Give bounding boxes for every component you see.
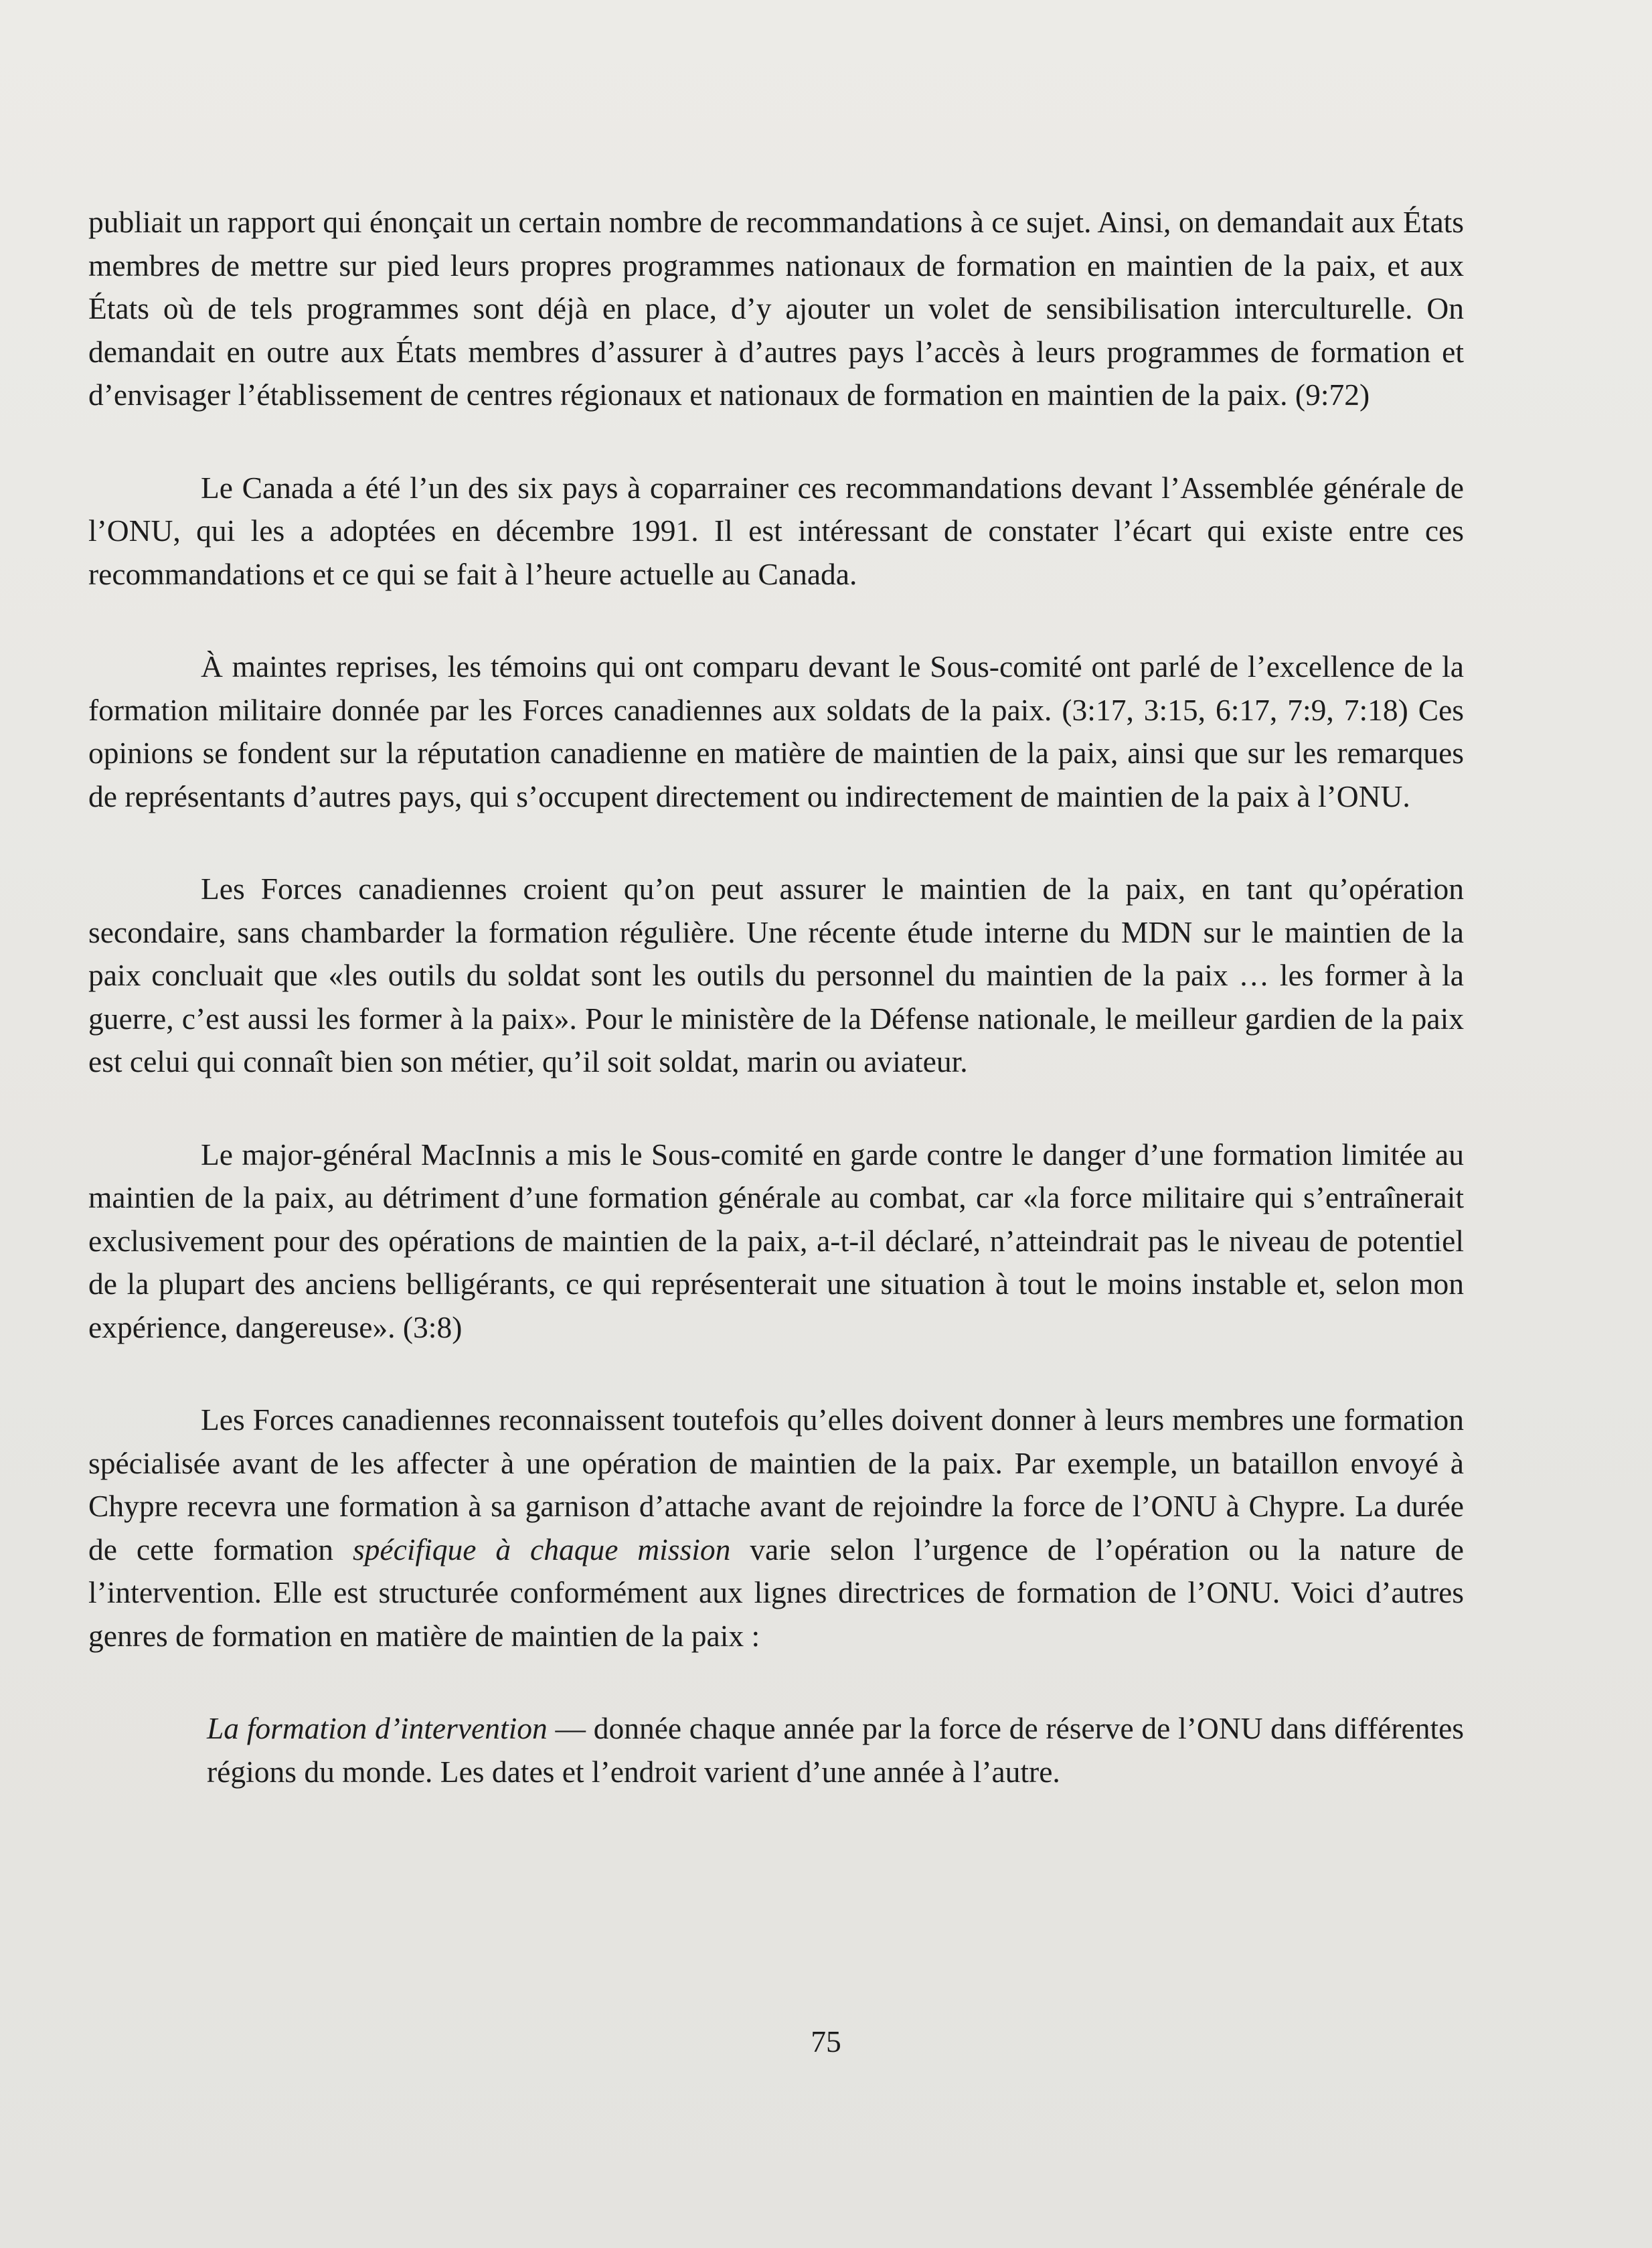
paragraph-specialized-training <box>88 1398 1464 1658</box>
paragraph-text-part-2: varie selon l’urgence de l’opération ou la nature de l’intervention. Elle est structurée conformément aux lignes directrices de formation de l’ONU. Voici d’autres genres de formation en matière de maintien de la paix : <box>88 1532 1464 1653</box>
paragraph-macinnis-warning: Le major-général MacInnis a mis le Sous-comité en garde contre le danger d’une formation limitée au maintien de la paix, au détriment d’une formation générale au combat, car «la force militaire qui s’entraînerait exclusivement pour des opérations de maintien de la paix, a-t-il déclaré, n’atteindrait pas le niveau de potentiel de la plupart des anciens belligérants, ce qui représenterait une situation à tout le moins instable et, selon mon expérience, dangereuse». (3:8) <box>88 1137 1464 1344</box>
paragraph-recommendations: publiait un rapport qui énonçait un certain nombre de recommandations à ce sujet. Ainsi, on demandait aux États membres de mettre sur pied leurs propres programmes nationaux de formation en maintien de la paix, et aux États où de tels programmes sont déjà en place, d’y ajouter un volet de sensibilisation interculturelle. On demandait en outre aux États membres d’assurer à d’autres pays l’accès à leurs programmes de formation et d’envisager l’établissement de centres régionaux et nationaux de formation en maintien de la paix. (9:72) <box>88 205 1464 412</box>
page-number: 75 <box>811 2024 841 2059</box>
body-text <box>88 201 1464 1793</box>
paragraph-text-part-1: Les Forces canadiennes reconnaissent toutefois qu’elles doivent donner à leurs membres une formation spécialisée avant de les affecter à une opération de maintien de la paix. Par exemple, un bataillon envoyé à Chypre recevra une formation à sa garnison d’attache avant de rejoindre la force de l’ONU à Chypre. La durée de cette formation <box>88 1402 1464 1567</box>
item-description: — donnée chaque année par la force de réserve de l’ONU dans différentes régions du monde. Les dates et l’endroit varient d’une année à l’autre. <box>207 1711 1464 1789</box>
paragraph-forces-belief: Les Forces canadiennes croient qu’on peut assurer le maintien de la paix, en tant qu’opération secondaire, sans chambarder la formation régulière. Une récente étude interne du MDN sur le maintien de la paix concluait que «les outils du soldat sont les outils du personnel du maintien de la paix … les former à la guerre, c’est aussi les former à la paix». Pour le ministère de la Défense nationale, le meilleur gardien de la paix est celui qui connaît bien son métier, qu’il soit soldat, marin ou aviateur. <box>88 872 1464 1078</box>
list-item-intervention-training <box>207 1707 1464 1793</box>
item-term: La formation d’intervention <box>207 1711 548 1745</box>
paragraph-canada-cosponsor: Le Canada a été l’un des six pays à coparrainer ces recommandations devant l’Assemblée générale de l’ONU, qui les a adoptées en décembre 1991. Il est intéressant de constater l’écart qui existe entre ces recommandations et ce qui se fait à l’heure actuelle au Canada. <box>88 470 1464 591</box>
paragraph-witness-testimony: À maintes reprises, les témoins qui ont comparu devant le Sous-comité ont parlé de l’excellence de la formation militaire donnée par les Forces canadiennes aux soldats de la paix. (3:17, 3:15, 6:17, 7:9, 7:18) Ces opinions se fondent sur la réputation canadienne en matière de maintien de la paix, ainsi que sur les remarques de représentants d’autres pays, qui s’occupent directement ou indirectement de maintien de la paix à l’ONU. <box>88 649 1464 813</box>
emphasis-mission-specific: spécifique à chaque mission <box>352 1532 731 1567</box>
